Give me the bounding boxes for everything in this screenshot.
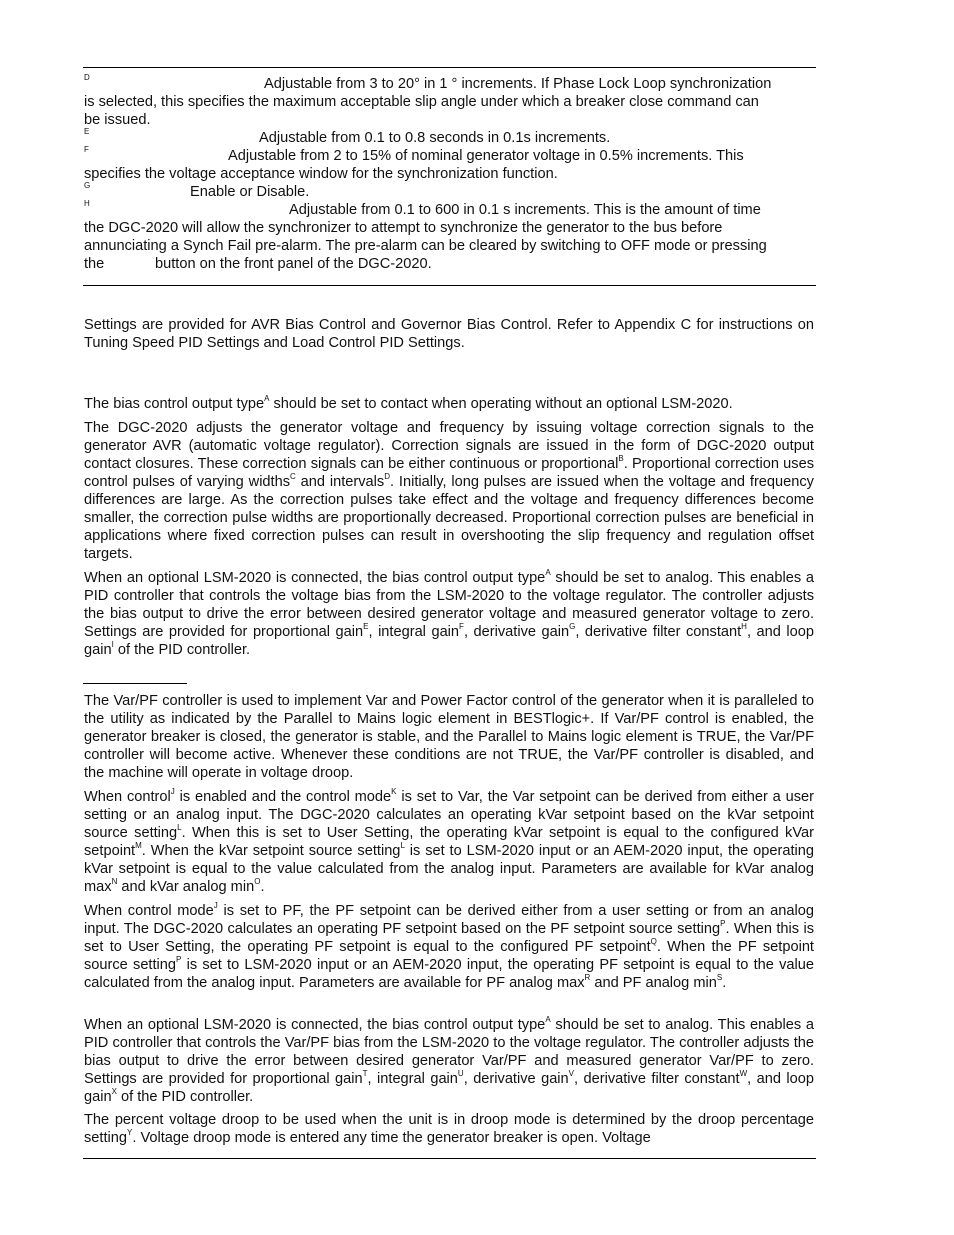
top-rule [83, 67, 816, 68]
footnote-ref: K [391, 787, 397, 797]
text-run: When an optional LSM-2020 is connected, the bias control output type [84, 570, 546, 586]
footnote-ref: U [457, 1069, 464, 1079]
footnote-ref: F [459, 622, 464, 632]
footnote-ref: P [720, 919, 726, 929]
footnote-ref: A [545, 568, 551, 578]
var-paragraph-4 [84, 1016, 814, 1106]
text-run: , derivative gain [463, 1071, 569, 1087]
footnote-ref: W [739, 1069, 748, 1079]
note-h-cont3 [84, 255, 814, 273]
text-run: The bias control output type [84, 396, 265, 412]
note-text: be issued. [84, 112, 151, 128]
text-run: is set to LSM-2020 input or an AEM-2020 input, the operating kVar setpoint is equal to the value calculated from the analog input. Parameters are available for kVar analog max [84, 843, 815, 895]
text-run: The percent voltage droop to be used when the unit is in droop mode is determined by the droop percentage setting [84, 1112, 814, 1146]
note-text: the DGC-2020 will allow the synchronizer to attempt to synchronize the generator to the bus before [84, 220, 723, 236]
note-text: button on the front panel of the DGC-2020. [155, 256, 432, 272]
text-run: . When this is set to User Setting, the operating PF setpoint is equal to the configured PF setpoint [84, 921, 814, 955]
text-run: is set to PF, the PF setpoint can be derived either from a user setting or from an analog input. The DGC-2020 calculates an operating PF setpoint based on the PF setpoint source setting [84, 903, 814, 937]
footnote-ref: O [254, 877, 261, 887]
text-run: The DGC-2020 adjusts the generator voltage and frequency by issuing voltage correction signals to the generator AVR (automatic voltage regulator). Correction signals are issued in the form of DGC-2020 output contact closures. These correction signals can be either continuous or proportional [84, 420, 814, 472]
footnote-ref: G [569, 622, 576, 632]
footnote-ref: E [363, 622, 369, 632]
note-marker: F [84, 145, 89, 154]
section-rule [83, 683, 187, 684]
text-run: and PF analog min [590, 975, 717, 991]
text-run: of the PID controller. [116, 1089, 254, 1105]
intro-paragraph: Settings are provided for AVR Bias Control and Governor Bias Control. Refer to Appendix C for instructions on Tuning Speed PID Settings and Load Control PID Settings. [84, 317, 814, 351]
footnote-ref: D [384, 472, 390, 482]
text-run: is set to LSM-2020 input or an AEM-2020 input, the operating PF setpoint is equal to the value calculated from the analog input. Parameters are available for PF analog max [84, 957, 814, 991]
text-run: . When the kVar setpoint source setting [141, 843, 401, 859]
bottom-rule [83, 1158, 816, 1159]
var-paragraph-5 [84, 1111, 814, 1147]
text-run: . Voltage droop mode is entered any time the generator breaker is open. Voltage [132, 1130, 651, 1146]
footnote-ref: R [584, 973, 591, 983]
note-text: annunciating a Synch Fail pre-alarm. The pre-alarm can be cleared by switching to OFF mode or pressing [84, 238, 767, 254]
footnote-ref: X [111, 1087, 117, 1097]
text-run: , and loop gain [84, 1071, 814, 1105]
text-run: should be set to analog. This enables a PID controller that controls the voltage bias from the LSM-2020 to the voltage regulator. The controller adjusts the bias output to drive the error between desired generator voltage and measured generator voltage to zero. Settings are provided for proportional gain [84, 570, 814, 640]
var-paragraph-1: The Var/PF controller is used to implement Var and Power Factor control of the generator when it is paralleled to the utility as indicated by the Parallel to Mains logic element in BESTlogic+. If Var/PF control is enabled, the generator breaker is closed, the generator is stable, and the Parallel to Mains logic element is TRUE, the Var/PF controller will become active. Whenever these conditions are not TRUE, the Var/PF controller is disabled, and the machine will operate in voltage droop. [84, 693, 814, 781]
note-marker: H [84, 199, 90, 208]
footnote-ref: J [213, 901, 218, 911]
note-text: specifies the voltage acceptance window for the synchronization function. [84, 166, 558, 182]
text-run: and kVar analog min [117, 879, 255, 895]
text-run: , integral gain [367, 1071, 458, 1087]
text-run: should be set to analog. This enables a PID controller that controls the Var/PF bias from the LSM-2020 to the voltage regulator. The controller adjusts the bias output to drive the error between desired generator Var/PF and measured generator Var/PF to zero. Settings are provided for proportional gain [84, 1017, 814, 1087]
text-run: is enabled and the control mode [174, 789, 392, 805]
text-run: . [722, 975, 727, 991]
note-text: is selected, this specifies the maximum acceptable slip angle under which a breaker close command can [84, 94, 759, 110]
footnote-ref: A [545, 1015, 551, 1025]
footnote-ref: L [400, 841, 405, 851]
text-run: is set to Var, the Var setpoint can be derived from either a user setting or an analog input. The DGC-2020 calculates an operating kVar setpoint based on the kVar setpoint source setting [84, 789, 814, 841]
footnote-ref: C [290, 472, 296, 482]
avr-paragraph-1 [84, 395, 814, 413]
note-marker: G [84, 181, 91, 190]
text-run: should be set to contact when operating without an optional LSM-2020. [269, 396, 733, 412]
text-run: . When this is set to User Setting, the operating kVar setpoint is equal to the configured kVar setpoint [84, 825, 814, 859]
text-run: When an optional LSM-2020 is connected, the bias control output type [84, 1017, 546, 1033]
text-run: . [260, 879, 265, 895]
note-text: Adjustable from 0.1 to 600 in 0.1 s increments. This is the amount of time [289, 202, 761, 218]
text-run: When control [84, 789, 171, 805]
footnote-ref: A [264, 394, 270, 404]
note-marker: D [84, 73, 90, 82]
footnote-ref: N [111, 877, 118, 887]
note-marker: E [84, 127, 90, 136]
footnote-ref: B [618, 454, 624, 464]
text-run: , integral gain [368, 624, 460, 640]
footnote-ref: T [362, 1069, 368, 1079]
note-text: Enable or Disable. [190, 184, 310, 200]
note-h-cont2 [84, 237, 814, 255]
footnote-ref: Q [650, 937, 657, 947]
text-run: of the PID controller. [113, 642, 251, 658]
note-d-cont [84, 93, 814, 111]
note-text: Adjustable from 3 to 20° in 1 ° increments. If Phase Lock Loop synchronization [264, 76, 772, 92]
note-h-cont [84, 219, 814, 237]
avr-paragraph-3 [84, 569, 814, 659]
text-run: , derivative gain [463, 624, 570, 640]
var-paragraph-3 [84, 902, 814, 992]
text-run: When control mode [84, 903, 214, 919]
text-run: , and loop gain [84, 624, 814, 658]
text-run: . Proportional correction uses control pulses of varying widths [84, 456, 815, 490]
note-text: Adjustable from 2 to 15% of nominal generator voltage in 0.5% increments. This [228, 148, 744, 164]
note-d-cont2 [84, 111, 814, 129]
avr-paragraph-2 [84, 419, 814, 563]
text-run: . Initially, long pulses are issued when the voltage and frequency differences are large. As the correction pulses take effect and the voltage and frequency differences become smaller, the correction pulse widths are proportionally decreased. Proportional correction pulses are beneficial in applications where fixed correction pulses can result in overshooting the slip frequency and regulation offset targets. [84, 474, 814, 562]
note-text: the [84, 256, 105, 272]
footnote-ref: L [177, 823, 182, 833]
footnote-ref: P [176, 955, 182, 965]
var-paragraph-2 [84, 788, 814, 896]
table-bottom-rule [83, 285, 816, 286]
text-run: . When the PF setpoint source setting [84, 939, 814, 973]
footnote-ref: H [741, 622, 747, 632]
footnote-ref: S [716, 973, 723, 983]
footnote-ref: J [170, 787, 175, 797]
footnote-ref: Y [127, 1128, 133, 1138]
note-f-cont [84, 165, 814, 183]
text-run: , derivative filter constant [574, 1071, 740, 1087]
text-run: , derivative filter constant [575, 624, 742, 640]
footnote-ref: I [111, 640, 114, 650]
note-text: Adjustable from 0.1 to 0.8 seconds in 0.1s increments. [259, 130, 611, 146]
text-run: and intervals [295, 474, 385, 490]
footnote-ref: M [135, 841, 142, 851]
footnote-ref: V [568, 1069, 575, 1079]
